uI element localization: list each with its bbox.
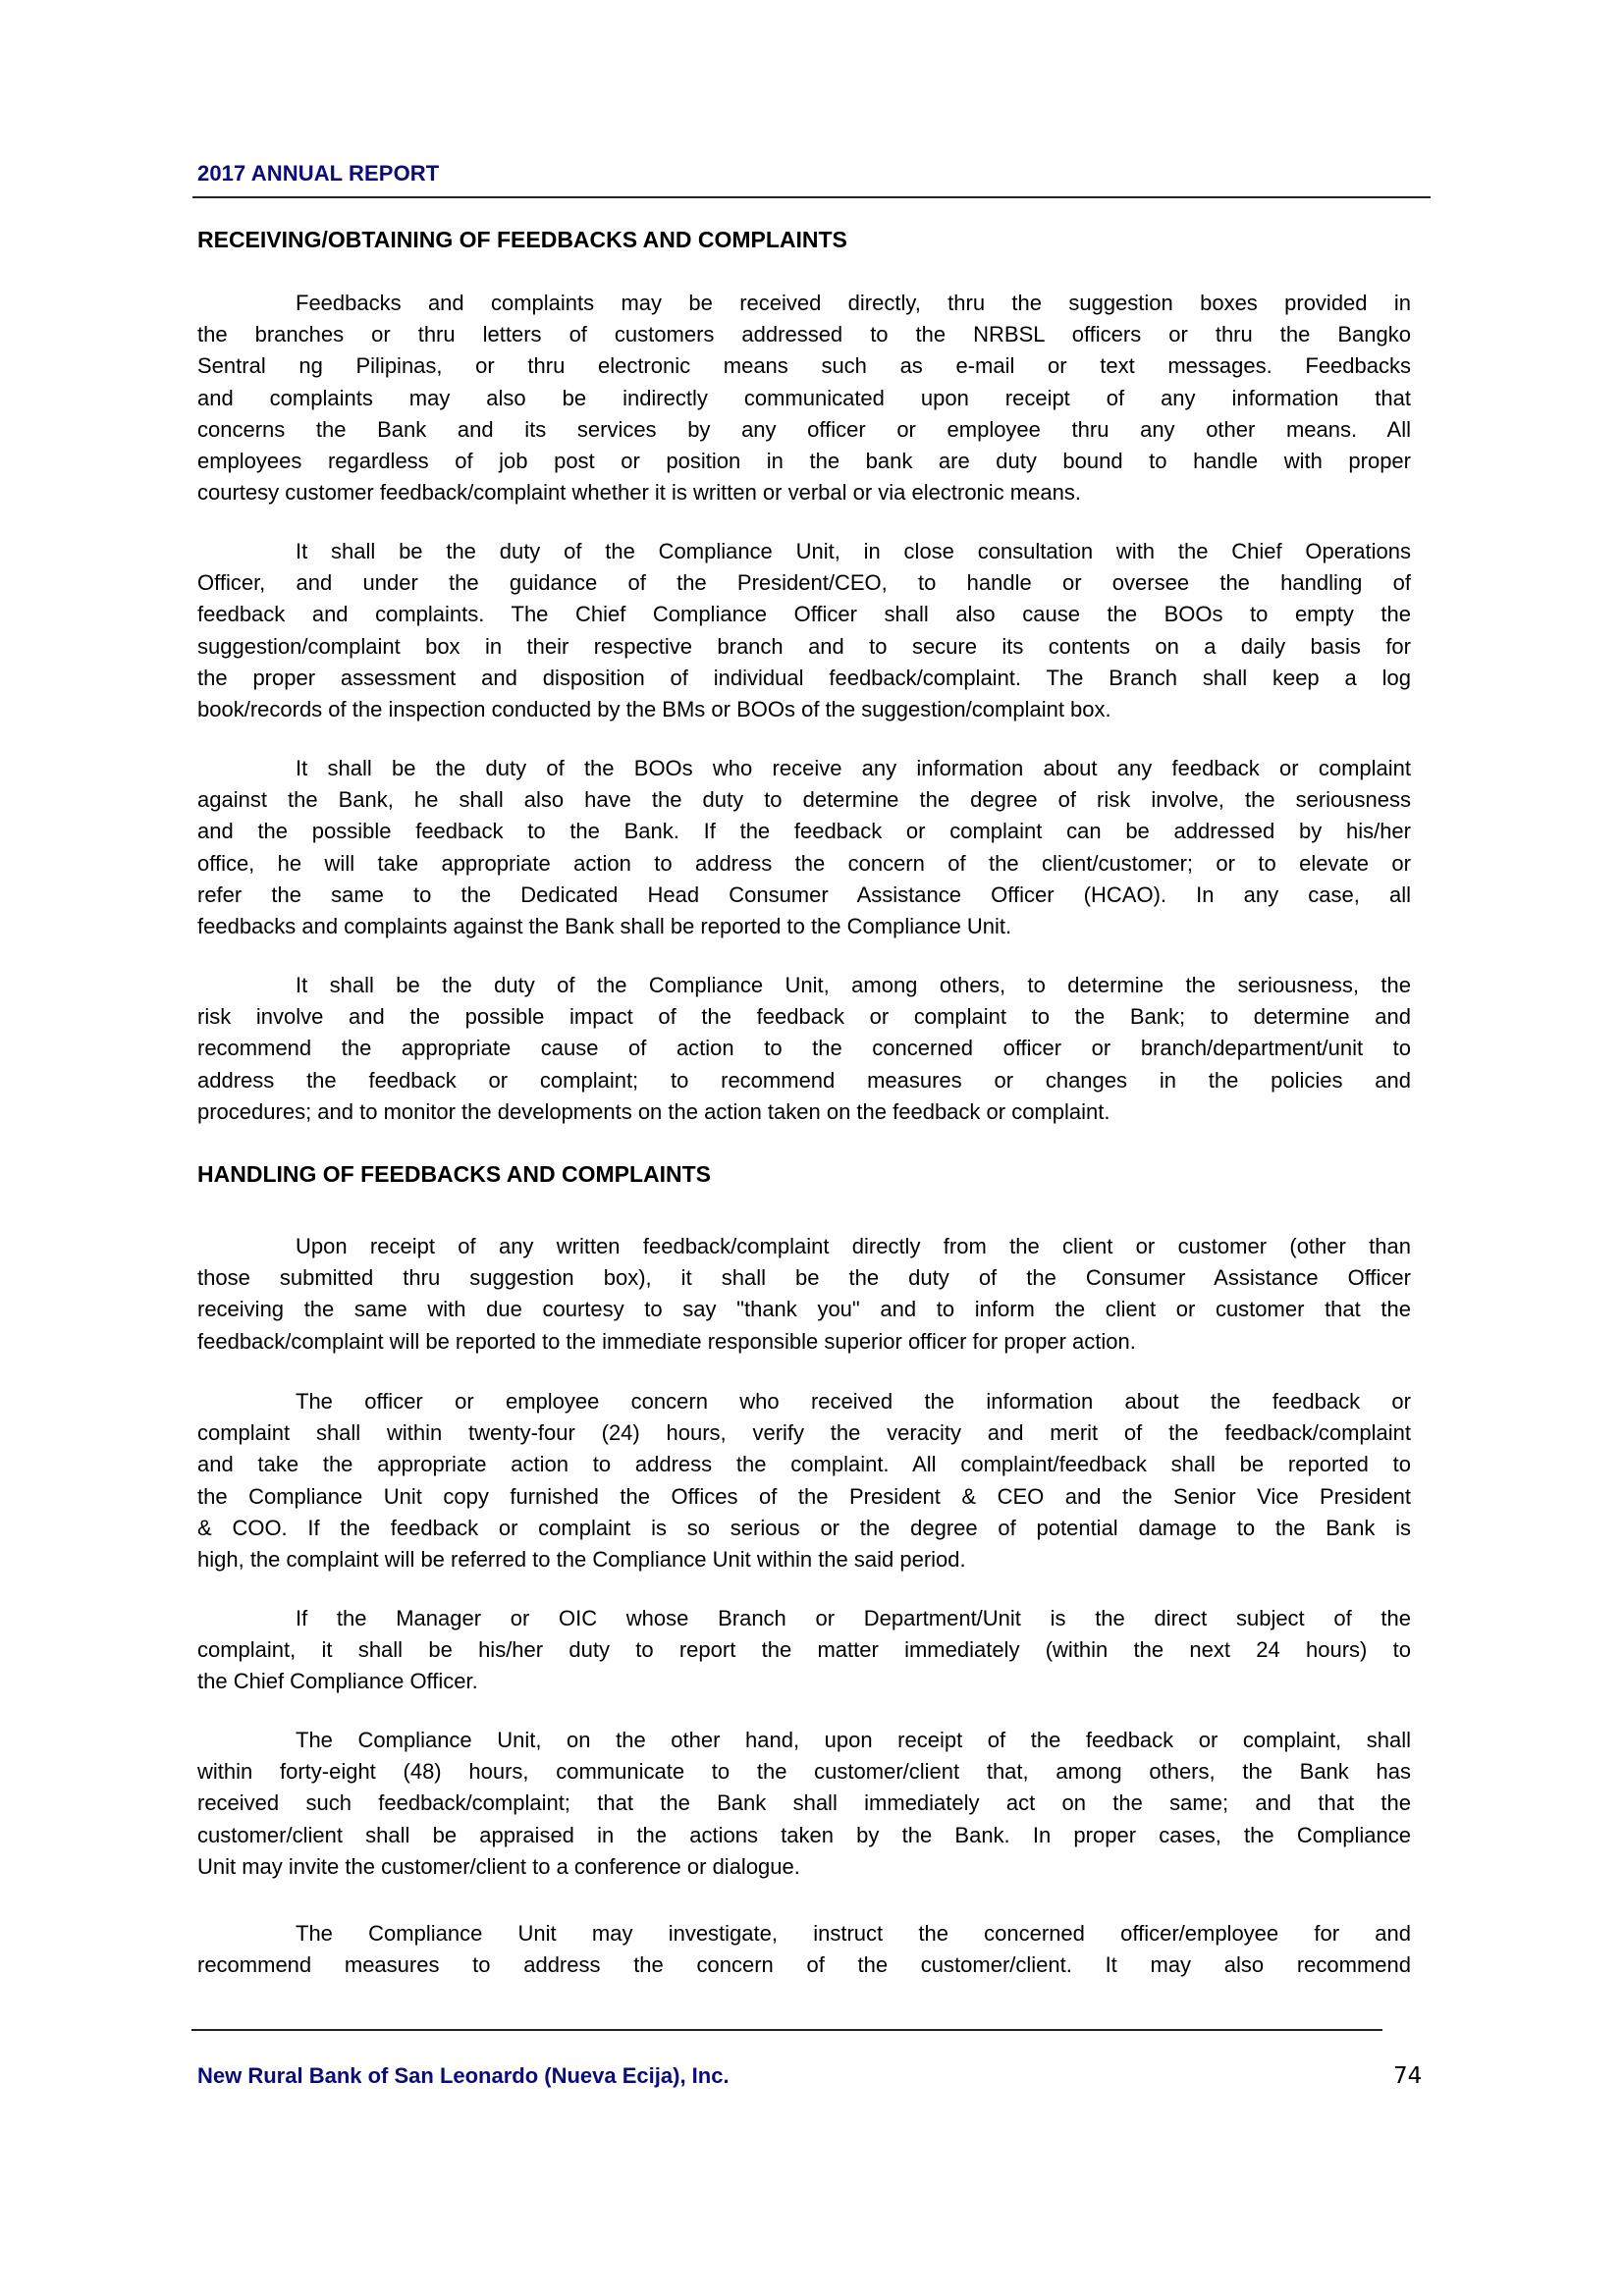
paragraph <box>197 1231 1411 1358</box>
paragraph-line: office, he will take appropriate action to address the concern of the client/customer; or to elevate or <box>197 850 1411 876</box>
paragraph-line: feedback and complaints. The Chief Compliance Officer shall also cause the BOOs to empty the <box>197 602 1411 627</box>
paragraph-line: recommend measures to address the concern of the customer/client. It may also recommend <box>197 1952 1411 1978</box>
paragraph-line: & COO. If the feedback or complaint is so serious or the degree of potential damage to the Bank is <box>197 1515 1411 1540</box>
paragraph <box>197 1918 1411 1981</box>
paragraph-line: If the Manager or OIC whose Branch or Department/Unit is the direct subject of the <box>296 1606 1411 1630</box>
paragraph-line: high, the complaint will be referred to the Compliance Unit within the said period. <box>197 1546 966 1572</box>
paragraph-line: the branches or thru letters of customers addressed to the NRBSL officers or thru the Bangko <box>197 322 1411 347</box>
paragraph <box>197 288 1411 508</box>
paragraph-line: Officer, and under the guidance of the President/CEO, to handle or oversee the handling of <box>197 570 1411 596</box>
paragraph-line: refer the same to the Dedicated Head Consumer Assistance Officer (HCAO). In any case, all <box>197 881 1411 907</box>
paragraph-line: Upon receipt of any written feedback/complaint directly from the client or customer (other than <box>296 1234 1411 1258</box>
paragraph-line: recommend the appropriate cause of action to the concerned officer or branch/department/unit to <box>197 1036 1411 1061</box>
paragraph-line: receiving the same with due courtesy to say "thank you" and to inform the client or customer that the <box>197 1297 1411 1322</box>
paragraph-line: complaint, it shall be his/her duty to report the matter immediately (within the next 24 hours) to <box>197 1637 1411 1663</box>
paragraph-line: The Compliance Unit, on the other hand, upon receipt of the feedback or complaint, shall <box>296 1728 1411 1752</box>
paragraph-line: Sentral ng Pilipinas, or thru electronic means such as e-mail or text messages. Feedbacks <box>197 353 1411 379</box>
paragraph-line: It shall be the duty of the Compliance Unit, among others, to determine the seriousness, the <box>296 973 1411 997</box>
paragraph-line: and take the appropriate action to address the complaint. All complaint/feedback shall be reported to <box>197 1452 1411 1477</box>
paragraph <box>197 1603 1411 1698</box>
paragraph-line: feedback/complaint will be reported to the immediate responsible superior officer for proper action. <box>197 1328 1136 1354</box>
paragraph-line: the Compliance Unit copy furnished the Offices of the President & CEO and the Senior Vice President <box>197 1483 1411 1509</box>
paragraph-line: suggestion/complaint box in their respective branch and to secure its contents on a daily basis for <box>197 633 1411 659</box>
paragraph-line: the Chief Compliance Officer. <box>197 1669 478 1694</box>
footer-organization-name: New Rural Bank of San Leonardo (Nueva Ecija), Inc. <box>197 2063 730 2088</box>
paragraph-line: address the feedback or complaint; to recommend measures or changes in the policies and <box>197 1067 1411 1093</box>
paragraph-line: It shall be the duty of the BOOs who receive any information about any feedback or complaint <box>296 756 1411 780</box>
paragraph-line: feedbacks and complaints against the Bank shall be reported to the Compliance Unit. <box>197 913 1012 938</box>
paragraph-line: and the possible feedback to the Bank. If the feedback or complaint can be addressed by his/her <box>197 819 1411 844</box>
paragraph-line: courtesy customer feedback/complaint whether it is written or verbal or via electronic means. <box>197 480 1081 506</box>
paragraph <box>197 753 1411 942</box>
paragraph-line: those submitted thru suggestion box), it shall be the duty of the Consumer Assistance Officer <box>197 1265 1411 1291</box>
paragraph-line: risk involve and the possible impact of the feedback or complaint to the Bank; to determine and <box>197 1004 1411 1030</box>
header-rule <box>192 196 1431 198</box>
paragraph-line: The officer or employee concern who received the information about the feedback or <box>296 1389 1411 1414</box>
paragraph-line: concerns the Bank and its services by any officer or employee thru any other means. All <box>197 416 1411 442</box>
paragraph <box>197 970 1411 1128</box>
paragraph-line: the proper assessment and disposition of individual feedback/complaint. The Branch shall keep a log <box>197 665 1411 690</box>
paragraph-line: and complaints may also be indirectly communicated upon receipt of any information that <box>197 385 1411 410</box>
section-heading-receiving: RECEIVING/OBTAINING OF FEEDBACKS AND COMPLAINTS <box>197 227 847 252</box>
paragraph-line: employees regardless of job post or position in the bank are duty bound to handle with proper <box>197 448 1411 473</box>
running-header-title: 2017 ANNUAL REPORT <box>197 161 440 186</box>
paragraph <box>197 1725 1411 1883</box>
paragraph-line: The Compliance Unit may investigate, instruct the concerned officer/employee for and <box>296 1921 1411 1946</box>
footer-rule <box>191 2029 1382 2031</box>
paragraph <box>197 1386 1411 1575</box>
paragraph-line: It shall be the duty of the Compliance Unit, in close consultation with the Chief Operations <box>296 539 1411 563</box>
paragraph-line: Feedbacks and complaints may be received directly, thru the suggestion boxes provided in <box>296 291 1411 315</box>
paragraph-line: complaint shall within twenty-four (24) hours, verify the veracity and merit of the feedback/complaint <box>197 1420 1411 1446</box>
paragraph-line: customer/client shall be appraised in the actions taken by the Bank. In proper cases, the Compliance <box>197 1822 1411 1847</box>
page-number: 74 <box>1393 2063 1423 2089</box>
section-heading-handling: HANDLING OF FEEDBACKS AND COMPLAINTS <box>197 1161 712 1187</box>
paragraph <box>197 536 1411 725</box>
paragraph-line: within forty-eight (48) hours, communicate to the customer/client that, among others, the Bank has <box>197 1759 1411 1785</box>
paragraph-line: book/records of the inspection conducted by the BMs or BOOs of the suggestion/complaint box. <box>197 696 1111 721</box>
paragraph-line: received such feedback/complaint; that the Bank shall immediately act on the same; and that the <box>197 1790 1411 1816</box>
paragraph-line: Unit may invite the customer/client to a conference or dialogue. <box>197 1853 800 1879</box>
paragraph-line: against the Bank, he shall also have the duty to determine the degree of risk involve, the seriousness <box>197 787 1411 813</box>
paragraph-line: procedures; and to monitor the developments on the action taken on the feedback or complaint. <box>197 1098 1110 1124</box>
